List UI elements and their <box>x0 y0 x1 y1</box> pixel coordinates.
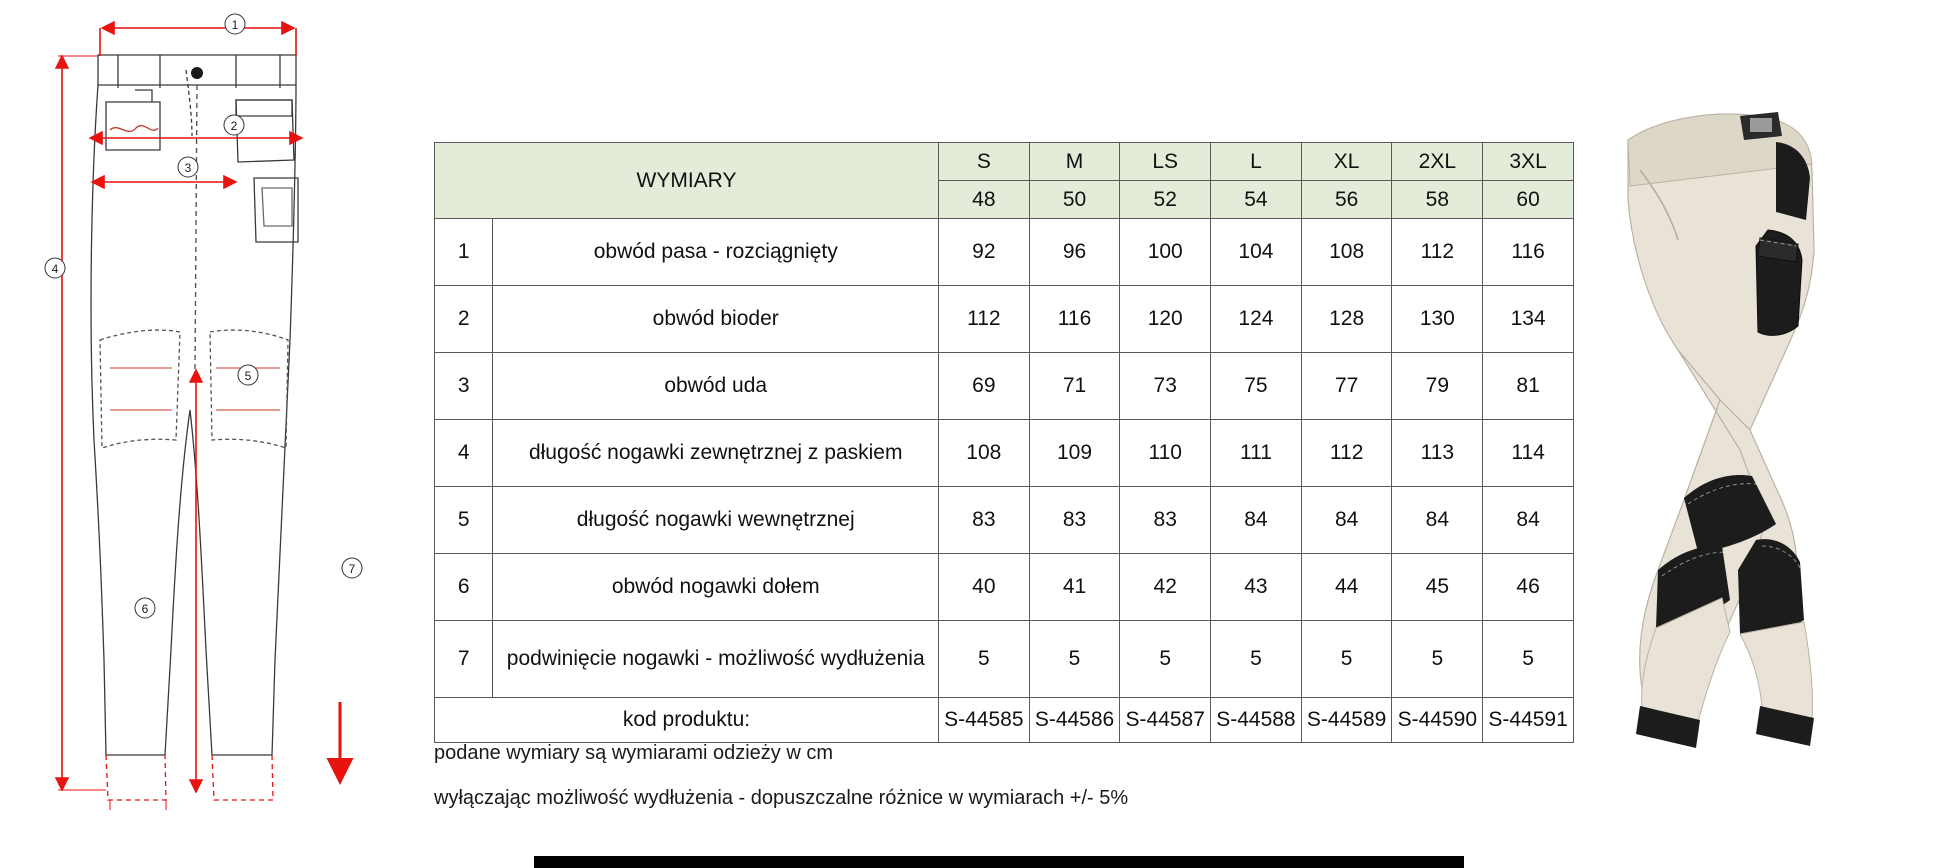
table-row <box>435 420 1574 487</box>
cell-value: 79 <box>1392 353 1483 420</box>
cell-value: 73 <box>1120 353 1211 420</box>
cell-value: 46 <box>1483 554 1574 621</box>
product-code: S-44589 <box>1301 698 1392 743</box>
table-row <box>435 353 1574 420</box>
cell-value: 84 <box>1211 487 1302 554</box>
cell-value: 83 <box>1120 487 1211 554</box>
table-row <box>435 621 1574 698</box>
svg-text:4: 4 <box>51 262 59 276</box>
table-header-row-letters <box>435 143 1574 181</box>
header-wymiary: WYMIARY <box>435 143 939 219</box>
cell-value: 92 <box>938 219 1029 286</box>
bottom-banner-strip <box>534 856 1464 868</box>
cell-value: 69 <box>938 353 1029 420</box>
header-size-xl: XL <box>1301 143 1392 181</box>
row-number: 7 <box>435 621 493 698</box>
cell-value: 5 <box>1483 621 1574 698</box>
cell-value: 5 <box>1211 621 1302 698</box>
row-number: 1 <box>435 219 493 286</box>
cell-value: 108 <box>938 420 1029 487</box>
cell-value: 75 <box>1211 353 1302 420</box>
cell-value: 130 <box>1392 286 1483 353</box>
row-label: obwód bioder <box>493 286 939 353</box>
product-code: S-44591 <box>1483 698 1574 743</box>
svg-text:7: 7 <box>348 562 356 576</box>
row-number: 4 <box>435 420 493 487</box>
header-num-60: 60 <box>1483 181 1574 219</box>
product-code: S-44590 <box>1392 698 1483 743</box>
cell-value: 81 <box>1483 353 1574 420</box>
cell-value: 5 <box>1120 621 1211 698</box>
cell-value: 109 <box>1029 420 1120 487</box>
cell-value: 5 <box>1029 621 1120 698</box>
header-size-s: S <box>938 143 1029 181</box>
cell-value: 108 <box>1301 219 1392 286</box>
header-size-3xl: 3XL <box>1483 143 1574 181</box>
cell-value: 83 <box>1029 487 1120 554</box>
header-num-58: 58 <box>1392 181 1483 219</box>
product-code: S-44585 <box>938 698 1029 743</box>
header-num-54: 54 <box>1211 181 1302 219</box>
cell-value: 42 <box>1120 554 1211 621</box>
header-num-50: 50 <box>1029 181 1120 219</box>
svg-text:6: 6 <box>141 602 149 616</box>
cell-value: 114 <box>1483 420 1574 487</box>
cell-value: 116 <box>1029 286 1120 353</box>
svg-text:2: 2 <box>230 119 238 133</box>
row-label: obwód pasa - rozciągnięty <box>493 219 939 286</box>
cell-value: 84 <box>1483 487 1574 554</box>
table-row <box>435 219 1574 286</box>
table-row <box>435 286 1574 353</box>
cell-value: 44 <box>1301 554 1392 621</box>
row-label: obwód nogawki dołem <box>493 554 939 621</box>
size-table <box>434 142 1574 743</box>
cell-value: 112 <box>1301 420 1392 487</box>
technical-drawing <box>40 10 440 810</box>
cell-value: 128 <box>1301 286 1392 353</box>
cell-value: 113 <box>1392 420 1483 487</box>
row-label: długość nogawki wewnętrznej <box>493 487 939 554</box>
row-label: obwód uda <box>493 353 939 420</box>
cell-value: 40 <box>938 554 1029 621</box>
product-code-label: kod produktu: <box>435 698 939 743</box>
svg-text:1: 1 <box>231 18 239 32</box>
cell-value: 5 <box>1301 621 1392 698</box>
cell-value: 45 <box>1392 554 1483 621</box>
header-size-l: L <box>1211 143 1302 181</box>
row-label: długość nogawki zewnętrznej z paskiem <box>493 420 939 487</box>
svg-text:5: 5 <box>244 369 252 383</box>
cell-value: 83 <box>938 487 1029 554</box>
cell-value: 84 <box>1301 487 1392 554</box>
cell-value: 84 <box>1392 487 1483 554</box>
cell-value: 43 <box>1211 554 1302 621</box>
cell-value: 120 <box>1120 286 1211 353</box>
cell-value: 112 <box>1392 219 1483 286</box>
cell-value: 112 <box>938 286 1029 353</box>
product-code: S-44588 <box>1211 698 1302 743</box>
product-photo <box>1600 100 1930 820</box>
cell-value: 134 <box>1483 286 1574 353</box>
cell-value: 104 <box>1211 219 1302 286</box>
header-num-48: 48 <box>938 181 1029 219</box>
header-num-52: 52 <box>1120 181 1211 219</box>
header-size-ls: LS <box>1120 143 1211 181</box>
cell-value: 100 <box>1120 219 1211 286</box>
product-code-row <box>435 698 1574 743</box>
size-table-container <box>434 142 1574 743</box>
cell-value: 5 <box>938 621 1029 698</box>
table-row <box>435 554 1574 621</box>
cell-value: 96 <box>1029 219 1120 286</box>
note-line-2: wyłączając możliwość wydłużenia - dopuszczalne różnice w wymiarach +/- 5% <box>434 787 1129 809</box>
header-size-2xl: 2XL <box>1392 143 1483 181</box>
table-row <box>435 487 1574 554</box>
header-size-m: M <box>1029 143 1120 181</box>
cell-value: 71 <box>1029 353 1120 420</box>
row-number: 6 <box>435 554 493 621</box>
cell-value: 77 <box>1301 353 1392 420</box>
svg-text:3: 3 <box>184 161 192 175</box>
note-line-1: podane wymiary są wymiarami odzieży w cm <box>434 742 834 764</box>
cell-value: 111 <box>1211 420 1302 487</box>
cell-value: 124 <box>1211 286 1302 353</box>
cell-value: 41 <box>1029 554 1120 621</box>
header-num-56: 56 <box>1301 181 1392 219</box>
row-number: 2 <box>435 286 493 353</box>
product-code: S-44587 <box>1120 698 1211 743</box>
notes-block <box>434 742 1334 832</box>
row-number: 5 <box>435 487 493 554</box>
product-code: S-44586 <box>1029 698 1120 743</box>
row-label: podwinięcie nogawki - możliwość wydłużenia <box>493 621 939 698</box>
cell-value: 5 <box>1392 621 1483 698</box>
cell-value: 110 <box>1120 420 1211 487</box>
cell-value: 116 <box>1483 219 1574 286</box>
row-number: 3 <box>435 353 493 420</box>
